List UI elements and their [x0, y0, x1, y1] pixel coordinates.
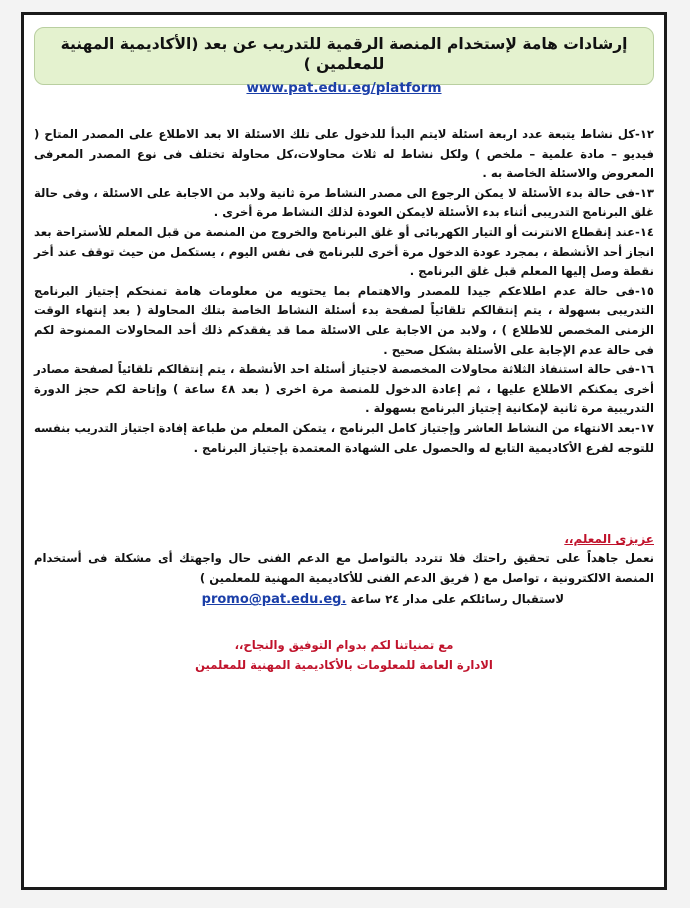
header-box: [34, 27, 654, 96]
instruction-16: ١٦-فى حالة استنفاذ الثلاثة محاولات المخصصة لاجتياز أسئلة احد الأنشطة ، يتم إنتقالكم تلقائياً لصفحة مصادر أخرى يمكنكم الاطلاع عليها ، ثم إعادة الدخول للمنصة مرة اخرى ( بعد ٤٨ ساعة ) وإتاحة لكم حجز الدورة التدريبية مرة ثانية لإمكانية إجتياز البرنامج بسهولة .: [34, 362, 655, 416]
instruction-15: ١٥-فى حالة عدم اطلاعكم جيدا للمصدر والاهتمام بما يحتويه من معلومات هامة تمنحكم إجتياز البرنامج التدريبى بسهولة ، يتم إنتقالكم تلقائياً لصفحة بدء أسئلة النشاط الخاصة بتلك المحاولة ( بعد إنتهاء الوقت الزمنى المخصص للاطلاع ) ، ولابد من الاجابة على الاسئلة مما قد يفقدكم ذلك أحد المحاولات الممنوحة لكم فى حالة عدم الإجابة على الأسئلة بشكل صحيح .: [34, 283, 654, 357]
instruction-14: ١٤-عند إنقطاع الانترنت أو التيار الكهربائى أو غلق البرنامج والخروج من المنصة من قبل المعلم للأستراحة بعد انجاز أحد الأنشطة ، بمجرد عودة الدخول مرة أخرى للبرنامج فى نفس اليوم ، يستكمل من حيث توقف عند أخر نقطة وصل إليها المعلم قبل غلق البرنامج .: [34, 224, 654, 279]
hours-line: [34, 588, 654, 611]
platform-link[interactable]: www.pat.edu.eg/platform: [246, 80, 442, 96]
hours-text: لاستقبال رسائلكم على مدار ٢٤ ساعة: [350, 592, 564, 607]
page-title: إرشادات هامة لإستخدام المنصة الرقمية للتدريب عن بعد (الأكاديمية المهنية للمعلمين ): [60, 35, 628, 73]
org-line: الادارة العامة للمعلومات بالأكاديمية المهنية للمعلمين: [195, 658, 493, 672]
wish-line: مع تمنياتنا لكم بدوام التوفيق والنجاح،،: [234, 638, 454, 652]
signoff: [34, 635, 654, 675]
instruction-13: ١٣-فى حالة بدء الأسئلة لا يمكن الرجوع الى مصدر النشاط مرة ثانية ولابد من الاجابة على الاسئلة ، وفى حالة غلق البرنامج التدريبى أثناء بدء الأسئلة لايمكن العودة لذلك النشاط مرة أخرى .: [34, 185, 654, 220]
greeting: عزيزى المعلم،،: [564, 532, 654, 546]
support-text: نعمل جاهداً على تحقيق راحتك فلا تتردد بالتواصل مع الدعم الفنى حال واجهتك أى مشكلة فى أستخدام المنصة الالكترونية ، تواصل مع ( فريق الدعم الفنى للأكاديمية المهنية للمعلمين ): [34, 551, 654, 585]
support-email-link[interactable]: promo@pat.edu.eg.: [201, 592, 347, 608]
document-page: [21, 12, 667, 890]
instruction-12: ١٢-كل نشاط يتبعة عدد اربعة اسئلة لايتم البدأ للدخول على تلك الاسئلة الا بعد الاطلاع على المصدر المتاح ( فيديو – مادة علمية – ملخص ) ولكل نشاط له ثلاث محاولات،كل محاولة تختلف فى نوع المصدر المعرفى المعروض والاسئلة الخاصة به .: [34, 127, 654, 181]
closing-section: [34, 529, 654, 611]
instruction-17: ١٧-بعد الانتهاء من النشاط العاشر وإجتياز كامل البرنامج ، يتمكن المعلم من طباعة إفادة اجتياز التدريب بنفسه للتوجه لفرع الأكاديمية التابع له والحصول على الشهادة المعتمدة بإجتياز البرنامج .: [34, 420, 654, 455]
instructions-list: [34, 125, 654, 458]
